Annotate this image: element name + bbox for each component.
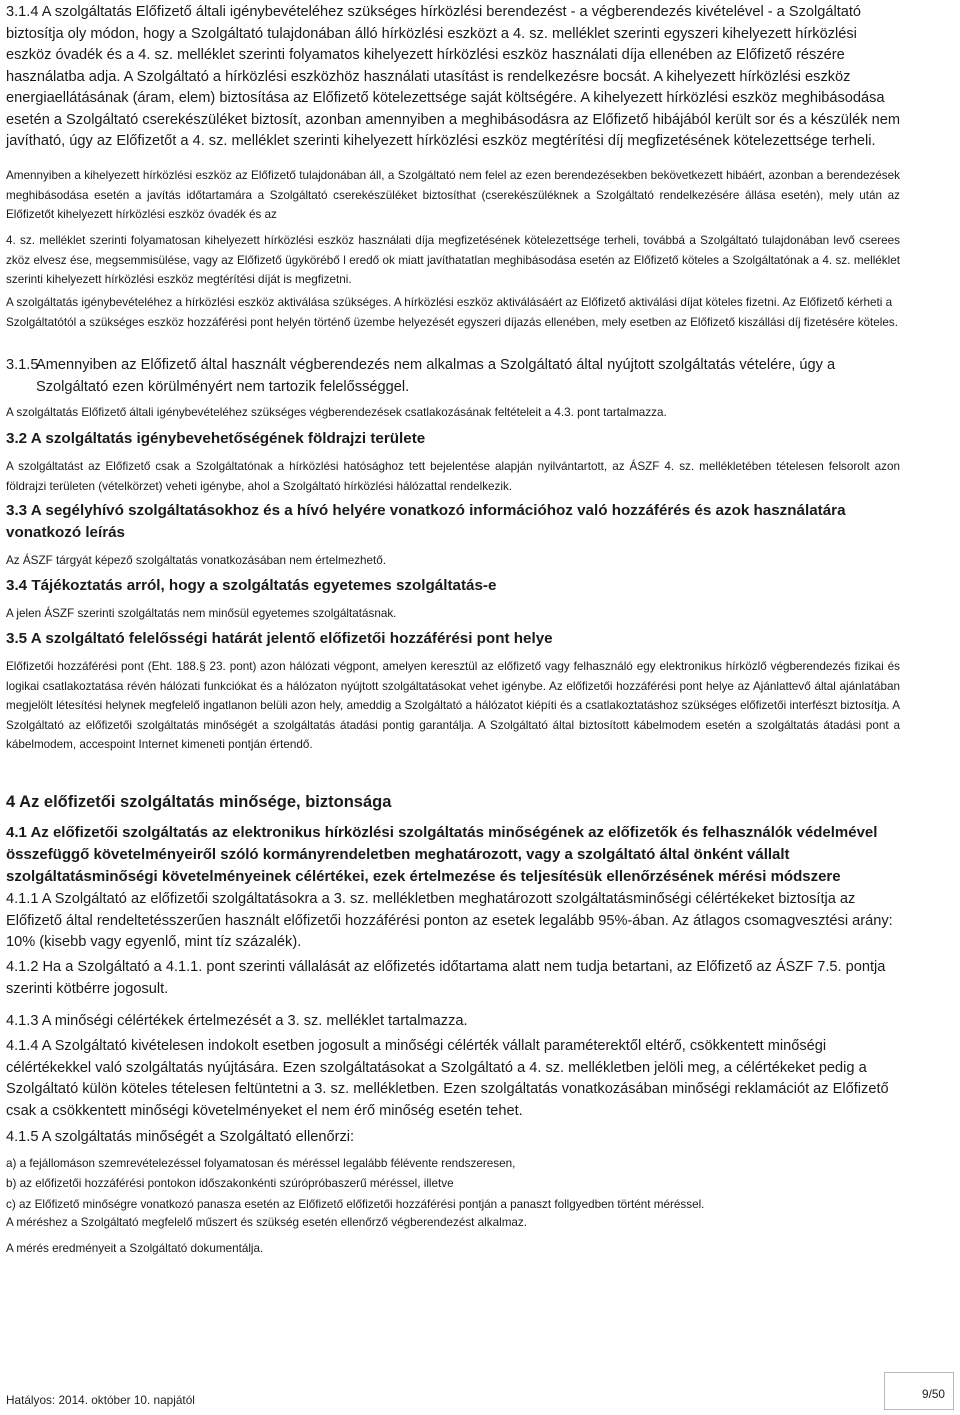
heading-3-2: 3.2 A szolgáltatás igénybevehetőségének földrajzi területe bbox=[6, 430, 426, 447]
paragraph-3-4: A jelen ÁSZF szerinti szolgáltatás nem minősül egyetemes szolgáltatásnak. bbox=[6, 607, 397, 620]
heading-4: 4 Az előfizetői szolgáltatás minősége, biztonsága bbox=[6, 793, 392, 811]
list-item-c: c) az Előfizető minőségre vonatkozó panasza esetén az Előfizető előfizetői hozzáférési pontján a panaszt follgyedben történt méréssel. bbox=[6, 1198, 705, 1211]
paragraph-4-1-5: 4.1.5 A szolgáltatás minőségét a Szolgáltató ellenőrzi: bbox=[6, 1129, 355, 1145]
footer-effective-date: Hatályos: 2014. október 10. napjától bbox=[6, 1393, 195, 1407]
paragraph-4-1-1: 4.1.1 A Szolgáltató az előfizetői szolgáltatásokra a 3. sz. mellékletben meghatározott szolgáltatásminőségi célértékeket biztosítja az Előfizető által rendeltetésszerűen használt előfizetői hozzáférési ponton az esetek legalább 95%-ában. Az átlagos csomagvesztési arány: 10% (kisebb vagy egyenlő, mint tíz százalék). bbox=[6, 891, 893, 950]
paragraph-vegberendezes: A szolgáltatás Előfizető általi igénybevételéhez szükséges végberendezések csatlakozásának feltételeit a 4.3. pont tartalmazza. bbox=[6, 406, 667, 419]
paragraph-3-2: A szolgáltatást az Előfizető csak a Szolgáltatónak a hírközlési hatósághoz tett bejelentése alapján nyilvántartott, az ÁSZF 4. sz. mellékletében tételesen felsorolt azon földrajzi területen (vételkörzet) veheti igénybe, ahol a Szolgáltató hírközlési hálózattal rendelkezik. bbox=[6, 460, 900, 493]
paragraph-amennyiben: Amennyiben a kihelyezett hírközlési eszköz az Előfizető tulajdonában áll, a Szolgáltató nem felel az ezen berendezésekben bekövetkezett hibáért, azonban a berendezések meghibásodása esetén a javítás időtartamára a Szolgáltató cserekészüléket biztosíthat (cserekészüléknek a Szolgáltató rendelkezésére állása esetén), mely után az Előfizetőt kihelyezett hírközlési eszköz óvadék és az bbox=[6, 169, 900, 222]
list-item-a: a) a fejállomáson szemrevételezéssel folyamatosan és méréssel legalább félévente rendszeresen, bbox=[6, 1157, 516, 1170]
paragraph-meres-muszer: A méréshez a Szolgáltató megfelelő műszert és szükség esetén ellenőrző végberendezést alkalmaz. bbox=[6, 1216, 528, 1229]
item-number: 3.1.5 bbox=[6, 357, 39, 373]
page-number-box bbox=[884, 1372, 954, 1410]
item-3-1-5 bbox=[6, 355, 900, 398]
heading-4-1: 4.1 Az előfizetői szolgáltatás az elektronikus hírközlési szolgáltatás minőségének az előfizetők és felhasználók védelmével összefüggő követelményeiről szóló kormányrendeletben meghatározott, vagy a szolgáltató által önként vállalt szolgáltatásminőségi követelményeinek célértékei, ezek értelmezése és teljesítésük ellenőrzésének mérési módszere bbox=[6, 824, 878, 885]
list-item-b: b) az előfizetői hozzáférési pontokon időszakonkénti szúrópróbaszerű méréssel, illetve bbox=[6, 1177, 454, 1190]
heading-3-3: 3.3 A segélyhívó szolgáltatásokhoz és a hívó helyére vonatkozó információhoz való hozzáférés és azok használatára vonatkozó leírás bbox=[6, 502, 846, 541]
paragraph-4sz-melleklet: 4. sz. melléklet szerinti folyamatosan kihelyezett hírközlési eszköz használati díja megfizetésének kötelezettsége terheli, továbbá a Szolgáltató tulajdonában levő cserees zköz elvesz ése, megsemmisülése, vagy az Előfizető ügykörébő l eredő ok miatt javíthatatlan meghibásodása esetén az Előfizető köteles a Szolgáltatónak a 4. sz. melléklet szerinti kihelyezett hírközlési eszköz megtérítési díját is megfizetni. bbox=[6, 234, 900, 287]
paragraph-4-1-4: 4.1.4 A Szolgáltató kivételesen indokolt esetben jogosult a minőségi célérték vállalt paraméterektől eltérő, csökkentett minőségi célértékekkel való szolgáltatás nyújtására. Ezen szolgáltatásokat a Szolgáltató a 4. sz. mellékletben jelöli meg, a célértékeket pedig a Szolgáltató külön köteles tételesen feltüntetni a 3. sz. mellékletben. Ezen szolgáltatás vonatkozásában minőségi reklamációt az Előfizető csak a csökkentett minőségi követelményeket el nem érő minőség esetén tehet. bbox=[6, 1038, 889, 1119]
paragraph-4-1-2: 4.1.2 Ha a Szolgáltató a 4.1.1. pont szerinti vállalását az előfizetés időtartama alatt nem tudja betartani, az Előfizető az ÁSZF 7.5. pontja szerinti kötbérre jogosult. bbox=[6, 959, 886, 997]
paragraph-meres-dokumentalas: A mérés eredményeit a Szolgáltató dokumentálja. bbox=[6, 1242, 264, 1255]
item-text: Amennyiben az Előfizető által használt végberendezés nem alkalmas a Szolgáltató által nyújtott szolgáltatás vételére, úgy a Szolgáltató ezen körülményért nem tartozik felelősséggel. bbox=[36, 357, 836, 395]
paragraph-aktivalas: A szolgáltatás igénybevételéhez a hírközlési eszköz aktiválása szükséges. A hírközlési eszköz aktiválásáért az Előfizető aktiválási díjat köteles fizetni. Az Előfizető kérheti a Szolgáltatótól a szükséges eszköz hozzáférési pont helyén történő üzembe helyezését egyszeri díjazás ellenében, mely esetben az Előfizető kiszállási díj fizetésére köteles. bbox=[6, 296, 898, 329]
paragraph-3-3: Az ÁSZF tárgyát képező szolgáltatás vonatkozásában nem értelmezhető. bbox=[6, 554, 387, 567]
heading-3-4: 3.4 Tájékoztatás arról, hogy a szolgáltatás egyetemes szolgáltatás-e bbox=[6, 577, 497, 594]
heading-3-5: 3.5 A szolgáltató felelősségi határát jelentő előfizetői hozzáférési pont helye bbox=[6, 630, 553, 647]
page-number: 9/50 bbox=[922, 1387, 945, 1401]
paragraph-3-1-4: 3.1.4 A szolgáltatás Előfizető általi igénybevételéhez szükséges hírközlési berendezést - a végberendezés kivételével - a Szolgáltató biztosítja oly módon, hogy a Szolgáltató tulajdonában álló hírközlési eszközt a 4. sz. melléklet szerinti egyszeri kihelyezett hírközlési eszköz óvadék és a 4. sz. melléklet szerinti folyamatos kihelyezett hírközlési eszköz használati díja ellenében az Előfizető részére használatba adja. A Szolgáltató a hírközlési eszközhöz használati utasítást is rendelkezésre bocsát. A kihelyezett hírközlési eszköz energiaellátásának (áram, elem) biztosítása az Előfizető kötelezettsége saját költségére. A kihelyezett hírközlési eszköz meghibásodása esetén a Szolgáltató cserekészüléket biztosít, azonban amennyiben a meghibásodásra az Előfizető hibájából került sor és a készülék nem javítható, úgy az Előfizetőt a 4. sz. melléklet szerinti kihelyezett hírközlési eszköz megtérítési díj megfizetésének kötelezettsége terheli. bbox=[6, 4, 900, 149]
paragraph-3-5: Előfizetői hozzáférési pont (Eht. 188.§ 23. pont) azon hálózati végpont, amelyen keresztül az előfizető vagy felhasználó egy elektronikus hírközlő végberendezés fizikai és logikai csatlakoztatása révén hálózati funkciókat és a hálózaton nyújtott szolgáltatásokat vehet igénybe. Az előfizetői hozzáférési pont helye az Ajánlattevő által ajánlatában megjelölt létesítési helynek megfelelő ingatlanon belüli azon hely, ameddig a Szolgáltató a hálózatot kiépíti és a csatlakoztatáshoz szükséges előfizetői interfészt biztosítja. A Szolgáltató az előfizetői szolgáltatás minőségét a szolgáltatás átadási pontig garantálja. A Szolgáltató által biztosított kábelmodem esetén a szolgáltatás átadási pont a kábelmodem, accespoint Internet kimeneti pontján értendő. bbox=[6, 660, 900, 752]
paragraph-4-1-3: 4.1.3 A minőségi célértékek értelmezését a 3. sz. melléklet tartalmazza. bbox=[6, 1013, 468, 1029]
